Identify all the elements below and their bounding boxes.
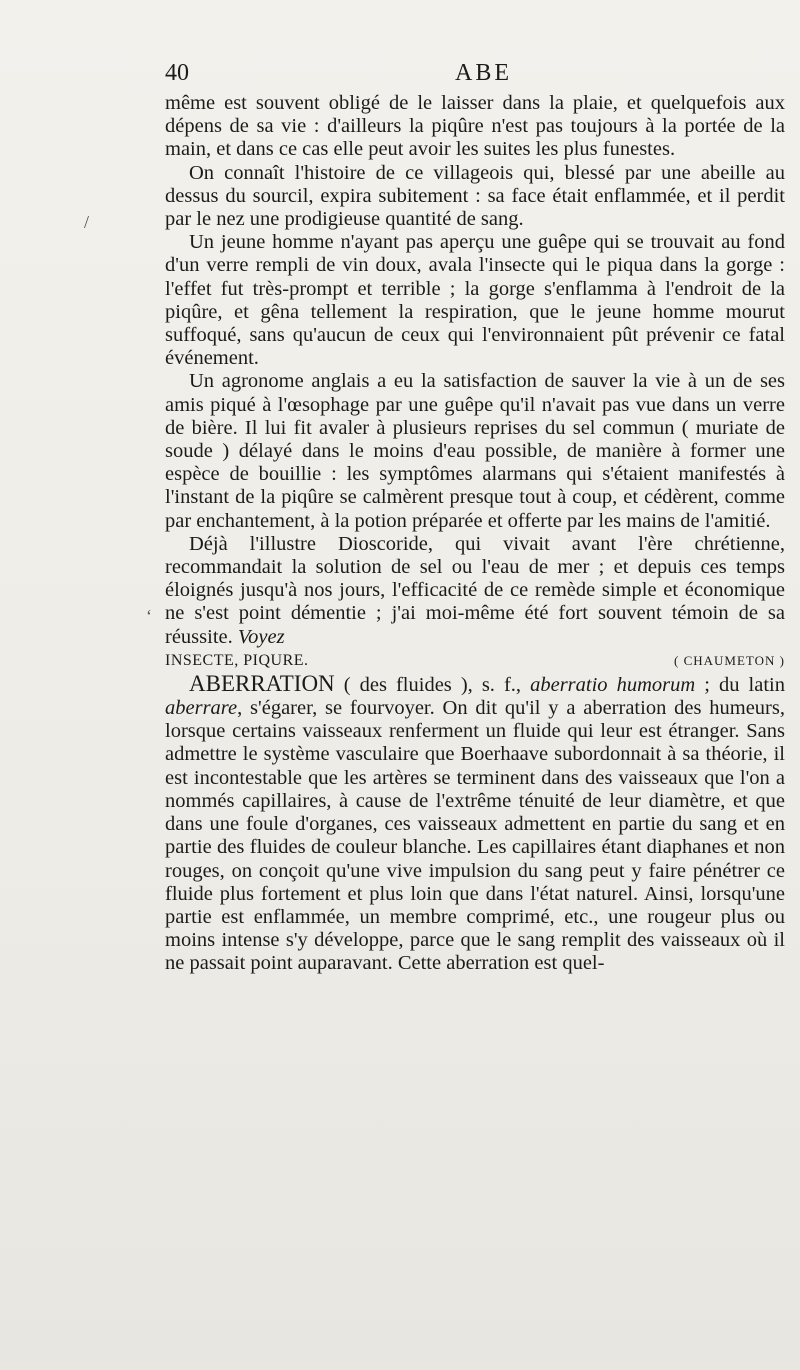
entry-aberration	[165, 672, 785, 976]
paragraph-agronome: Un agronome anglais a eu la satisfaction de sauver la vie à un de ses amis piqué à l'œsophage par une guêpe qu'il n'avait pas vue dans un verre de bière. Il lui fit avaler à plusieurs reprises du sel commun ( muriate de soude ) délayé dans le moins d'eau possible, de manière à former une espèce de bouillie : les symptômes alarmans qui s'étaient manifestés à l'instant de la piqûre se calmèrent presque tout à coup, et cédèrent, comme par enchantement, à la potion préparée et offerte par les mains de l'amitié.	[165, 370, 785, 532]
paragraph-continuation: même est souvent obligé de le laisser dans la plaie, et quelquefois aux dépens de sa vie : d'ailleurs la piqûre n'est pas toujours à la portée de la main, et dans ce cas elle peut avoir les suites les plus funestes.	[165, 92, 785, 161]
cross-reference-text: INSECTE, PIQURE.	[165, 651, 309, 669]
cross-reference	[165, 649, 785, 672]
margin-mark: ‘	[146, 606, 152, 626]
text-column	[165, 60, 785, 976]
paragraph-dioscoride	[165, 533, 785, 649]
entry-body: , s'égarer, se fourvoyer. On dit qu'il y a aberration des humeurs, lorsque certains vaisseaux renferment un fluide qui leur est étranger. Sans admettre le système vasculaire que Boerhaave subordonnait à sa théorie, il est incontestable que les artères se terminent dans des vaisseaux que l'on a nommés capillaires, à cause de l'extrême ténuité de leur diamètre, et que dans une foule d'organes, ces vaisseaux admettent en partie du sang et en partie des fluides de couleur blanche. Les capillaires étant diaphanes et non rouges, on conçoit qu'une vive impulsion du sang peut y faire pénétrer ce fluide plus fortement et plus loin que dans l'état naturel. Ainsi, lorsqu'une partie est enflammée, un membre comprimé, etc., une rougeur plus ou moins intense s'y développe, parce que le sang remplit des vaisseaux où il ne passait point auparavant. Cette aberration est quel-	[165, 697, 785, 975]
paragraph-dioscoride-text: Déjà l'illustre Dioscoride, qui vivait avant l'ère chrétienne, recommandait la solution de sel ou l'eau de mer ; et depuis ces temps éloignés jusqu'à nos jours, l'efficacité de ce remède simple et économique ne s'est point démentie ; j'ai moi-même été fort souvent témoin de sa réussite.	[165, 532, 785, 648]
body-text	[165, 92, 785, 976]
entry-latin: aberratio humorum	[530, 673, 696, 696]
voyez-label: Voyez	[237, 625, 285, 648]
entry-etymon: aberrare	[165, 697, 238, 720]
margin-mark: /	[84, 212, 90, 232]
paragraph-villageois: On connaît l'histoire de ce villageois qui, blessé par une abeille au dessus du sourcil, expira subitement : sa face était enflammée, et il perdit par le nez une prodigieuse quantité de sang.	[165, 161, 785, 231]
page-header	[165, 60, 785, 92]
paragraph-jeune-homme: Un jeune homme n'ayant pas aperçu une guêpe qui se trouvait au fond d'un verre rempli de vin doux, avala l'insecte qui le piqua dans la gorge : l'effet fut très-prompt et terrible ; la gorge s'enflamma à l'endroit de la piqûre, et gêna tellement la respiration, que le jeune homme mourut suffoqué, sans qu'aucun de ceux qui l'environnaient pût prévenir ce fatal événement.	[165, 231, 785, 370]
entry-after-latin: ; du latin	[695, 673, 785, 696]
entry-qualifier: ( des fluides ), s. f.,	[334, 673, 531, 696]
page-number: 40	[165, 60, 189, 86]
running-head: ABE	[455, 60, 512, 86]
author-signature: ( CHAUMETON )	[674, 652, 785, 668]
headword: ABERRATION	[189, 670, 335, 696]
